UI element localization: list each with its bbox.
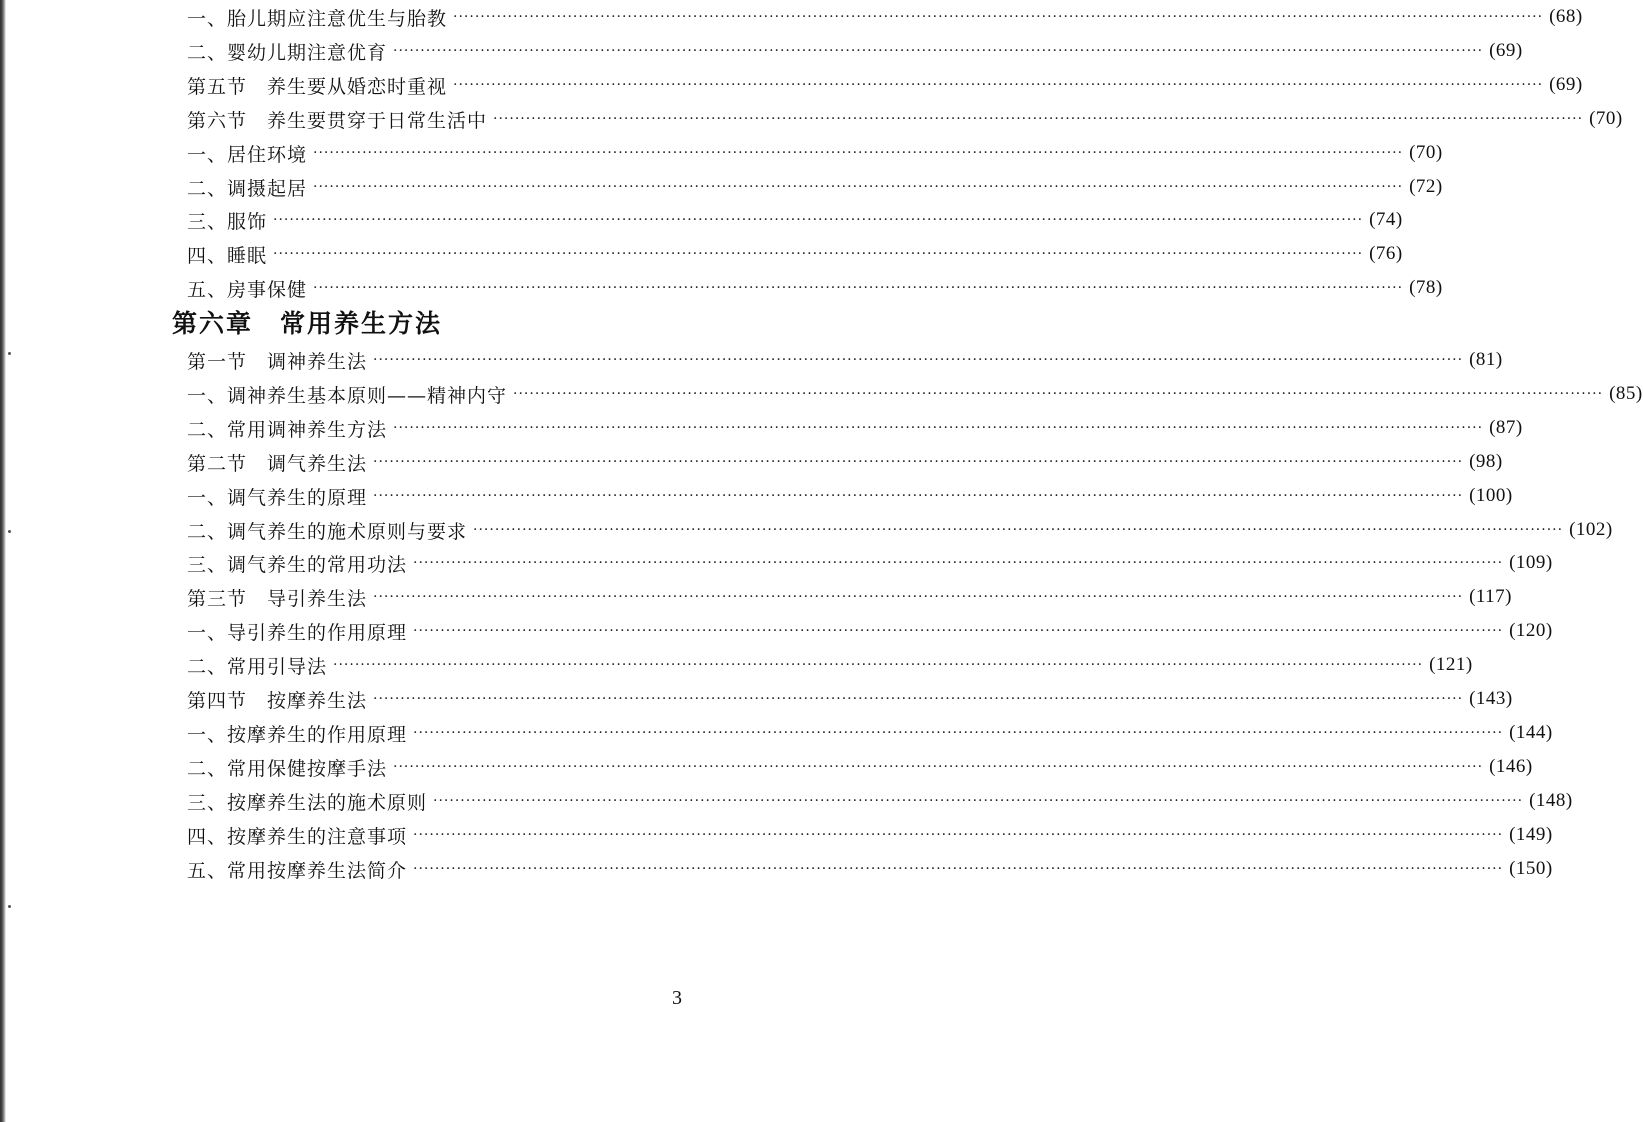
toc-entry: [187, 479, 1513, 513]
dot-leader: ········································································································································································································: [473, 522, 1564, 538]
toc-entry-page: (120): [1509, 620, 1553, 641]
toc-entry-title: 第一节 调神养生法: [187, 350, 368, 373]
toc-entry-page: (144): [1509, 722, 1553, 743]
toc-entry: [187, 0, 1583, 34]
toc-entry: [187, 513, 1613, 547]
toc-entry-title: 第三节 导引养生法: [187, 587, 368, 610]
toc-entry-title: 一、胎儿期应注意优生与胎教: [187, 7, 448, 30]
toc-entry-title: 二、调摄起居: [187, 177, 308, 200]
toc-entry: [187, 784, 1573, 818]
toc-entry: [187, 343, 1503, 377]
scan-speck: [8, 905, 11, 908]
toc-entry: [187, 271, 1443, 305]
toc-entry: [187, 445, 1503, 479]
toc-entry-page: (146): [1489, 756, 1533, 777]
toc-entry-page: (143): [1469, 688, 1513, 709]
toc-entry-page: (70): [1409, 142, 1443, 163]
toc-entry: [187, 377, 1643, 411]
scan-speck: [8, 530, 11, 533]
scan-speck: [8, 352, 11, 355]
toc-entry: [187, 68, 1583, 102]
dot-leader: ········································································································································································································: [313, 179, 1404, 195]
toc-entry-title: 三、按摩养生法的施术原则: [187, 791, 428, 814]
toc-entry-page: (68): [1549, 6, 1583, 27]
toc-entry-page: (85): [1609, 383, 1643, 404]
toc-entry-title: 第五节 养生要从婚恋时重视: [187, 75, 448, 98]
toc-entry: [187, 546, 1553, 580]
toc-entry-page: (76): [1369, 243, 1403, 264]
dot-leader: ········································································································································································································: [513, 386, 1604, 402]
dot-leader: ········································································································································································································: [413, 725, 1504, 741]
dot-leader: ········································································································································································································: [313, 280, 1404, 296]
toc-entry-title: 一、调神养生基本原则——精神内守: [187, 384, 508, 407]
toc-entry-title: 二、常用调神养生方法: [187, 418, 388, 441]
dot-leader: ········································································································································································································: [333, 657, 1424, 673]
toc-entry-page: (109): [1509, 552, 1553, 573]
toc-entry: [187, 648, 1473, 682]
toc-entry-title: 第四节 按摩养生法: [187, 689, 368, 712]
toc-entry: [187, 818, 1553, 852]
dot-leader: ········································································································································································································: [453, 9, 1544, 25]
dot-leader: ········································································································································································································: [453, 77, 1544, 93]
toc-entry: [187, 614, 1553, 648]
toc-entry: [187, 852, 1553, 886]
toc-entry: [187, 34, 1523, 68]
toc-entry-title: 一、调气养生的原理: [187, 486, 368, 509]
toc-entry-page: (87): [1489, 417, 1523, 438]
toc-entry-title: 二、调气养生的施术原则与要求: [187, 520, 468, 543]
dot-leader: ········································································································································································································: [413, 623, 1504, 639]
toc-entry: [187, 136, 1443, 170]
dot-leader: ········································································································································································································: [273, 246, 1364, 262]
chapter-heading: 第六章 常用养生方法: [172, 309, 443, 338]
toc-entry-title: 二、婴幼儿期注意优育: [187, 41, 388, 64]
page-number: 3: [672, 987, 682, 1009]
toc-entry-page: (148): [1529, 790, 1573, 811]
toc-entry-page: (149): [1509, 824, 1553, 845]
toc-entry-page: (102): [1569, 519, 1613, 540]
toc-entry: [187, 203, 1403, 237]
toc-entry-page: (117): [1469, 586, 1513, 607]
toc-entry-title: 一、按摩养生的作用原理: [187, 723, 408, 746]
dot-leader: ········································································································································································································: [493, 111, 1584, 127]
toc-entry-page: (121): [1429, 654, 1473, 675]
toc-entry-title: 三、服饰: [187, 210, 268, 233]
toc-entry-page: (69): [1489, 40, 1523, 61]
toc-entry: [187, 682, 1513, 716]
dot-leader: ········································································································································································································: [433, 793, 1524, 809]
toc-entry: [187, 750, 1533, 784]
toc-entry-page: (70): [1589, 108, 1623, 129]
toc-entry: [187, 716, 1553, 750]
dot-leader: ········································································································································································································: [413, 861, 1504, 877]
toc-entry-title: 第六节 养生要贯穿于日常生活中: [187, 109, 488, 132]
dot-leader: ········································································································································································································: [373, 454, 1464, 470]
toc-entry-page: (72): [1409, 176, 1443, 197]
dot-leader: ········································································································································································································: [393, 420, 1484, 436]
dot-leader: ········································································································································································································: [393, 43, 1484, 59]
toc-entry-title: 二、常用引导法: [187, 655, 328, 678]
toc-entry-page: (81): [1469, 349, 1503, 370]
toc-entry: [187, 170, 1443, 204]
toc-entry-title: 四、按摩养生的注意事项: [187, 825, 408, 848]
dot-leader: ········································································································································································································: [393, 759, 1484, 775]
toc-entry-page: (150): [1509, 858, 1553, 879]
toc-entry-title: 五、常用按摩养生法简介: [187, 859, 408, 882]
toc-entry-title: 一、居住环境: [187, 143, 308, 166]
dot-leader: ········································································································································································································: [413, 827, 1504, 843]
dot-leader: ········································································································································································································: [373, 352, 1464, 368]
toc-entry-title: 五、房事保健: [187, 278, 308, 301]
toc-entry-page: (100): [1469, 485, 1513, 506]
toc-entry-page: (78): [1409, 277, 1443, 298]
toc-entry-title: 三、调气养生的常用功法: [187, 553, 408, 576]
toc-entry-title: 第二节 调气养生法: [187, 452, 368, 475]
toc-entry: [187, 237, 1403, 271]
toc-entry: [187, 102, 1623, 136]
toc-entry: [187, 580, 1513, 614]
dot-leader: ········································································································································································································: [413, 555, 1504, 571]
dot-leader: ········································································································································································································: [313, 145, 1404, 161]
toc-entry: [187, 411, 1523, 445]
dot-leader: ········································································································································································································: [373, 691, 1464, 707]
toc-entry-page: (69): [1549, 74, 1583, 95]
toc-entry-page: (74): [1369, 209, 1403, 230]
dot-leader: ········································································································································································································: [373, 488, 1464, 504]
dot-leader: ········································································································································································································: [373, 589, 1464, 605]
toc-entry-page: (98): [1469, 451, 1503, 472]
book-spine-shadow: [0, 0, 6, 1122]
toc-entry-title: 四、睡眠: [187, 244, 268, 267]
dot-leader: ········································································································································································································: [273, 212, 1364, 228]
toc-entry-title: 二、常用保健按摩手法: [187, 757, 388, 780]
toc-entry-title: 一、导引养生的作用原理: [187, 621, 408, 644]
